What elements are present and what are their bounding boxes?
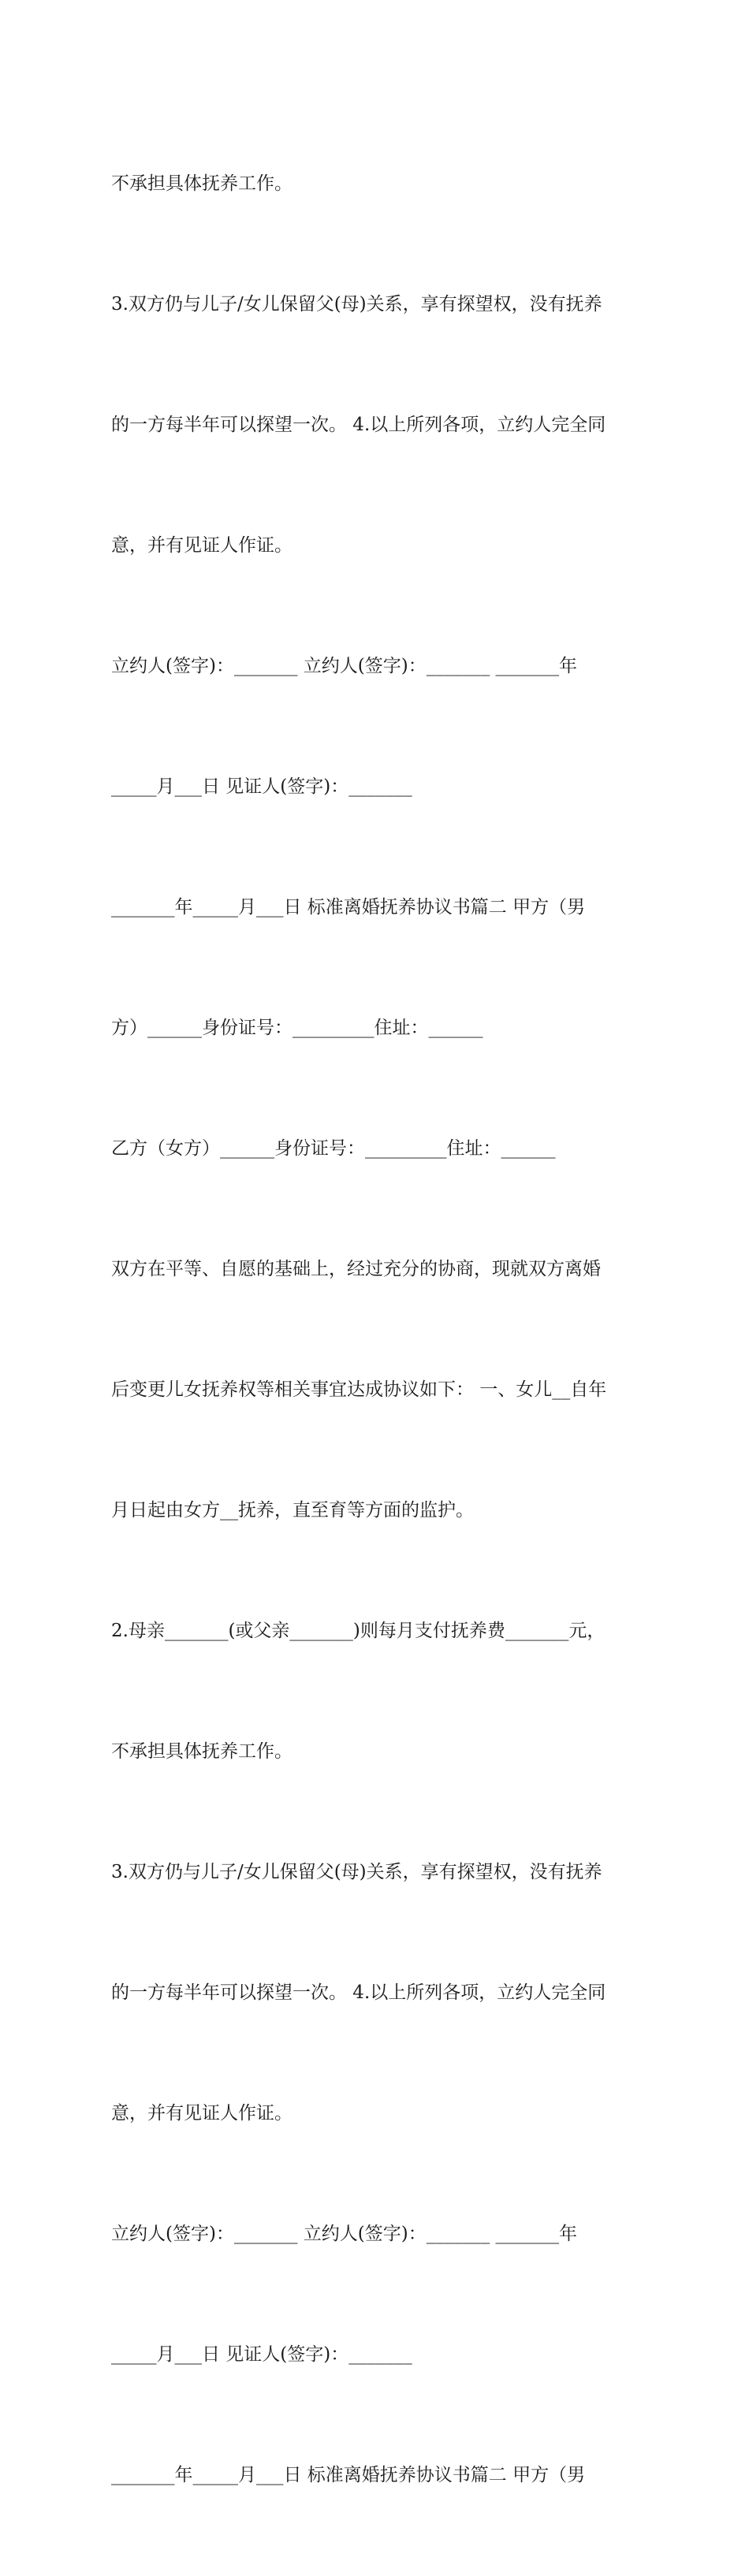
text-line: 3.双方仍与儿子/女儿保留父(母)关系，享有探望权，没有抚养 bbox=[111, 1862, 602, 1882]
date-title-line: _______年_____月___日 标准离婚抚养协议书篇二 甲方（男 bbox=[111, 897, 586, 918]
party-a-line: 方）______身份证号：_________住址：______ bbox=[111, 1018, 483, 1038]
text-line: 的一方每半年可以探望一次。 4.以上所列各项，立约人完全同 bbox=[111, 1982, 606, 2003]
text-line: 后变更儿女抚养权等相关事宜达成协议如下： 一、女儿__自年 bbox=[111, 1379, 607, 1400]
text-line: 的一方每半年可以探望一次。 4.以上所列各项，立约人完全同 bbox=[111, 415, 606, 435]
text-line: 双方在平等、自愿的基础上，经过充分的协商，现就双方离婚 bbox=[111, 1259, 601, 1279]
document-body bbox=[111, 84, 647, 2576]
text-line: 不承担具体抚养工作。 bbox=[111, 173, 293, 194]
text-line: 意，并有见证人作证。 bbox=[111, 535, 293, 556]
date-witness-line: _____月___日 见证人(签字)：_______ bbox=[111, 2344, 412, 2365]
text-line: 意，并有见证人作证。 bbox=[111, 2103, 293, 2124]
signature-line: 立约人(签字)：_______ 立约人(签字)：_______ _______年 bbox=[111, 2224, 578, 2244]
text-line: 2.母亲_______(或父亲_______)则每月支付抚养费_______元， bbox=[111, 1621, 606, 1641]
text-line: 月日起由女方__抚养，直至育等方面的监护。 bbox=[111, 1500, 474, 1521]
text-line: 3.双方仍与儿子/女儿保留父(母)关系，享有探望权，没有抚养 bbox=[111, 294, 602, 315]
signature-line: 立约人(签字)：_______ 立约人(签字)：_______ _______年 bbox=[111, 656, 578, 676]
party-b-line: 乙方（女方）______身份证号：_________住址：______ bbox=[111, 1138, 556, 1159]
text-line: 不承担具体抚养工作。 bbox=[111, 1741, 293, 1762]
date-title-line: _______年_____月___日 标准离婚抚养协议书篇二 甲方（男 bbox=[111, 2465, 586, 2485]
date-witness-line: _____月___日 见证人(签字)：_______ bbox=[111, 776, 412, 797]
